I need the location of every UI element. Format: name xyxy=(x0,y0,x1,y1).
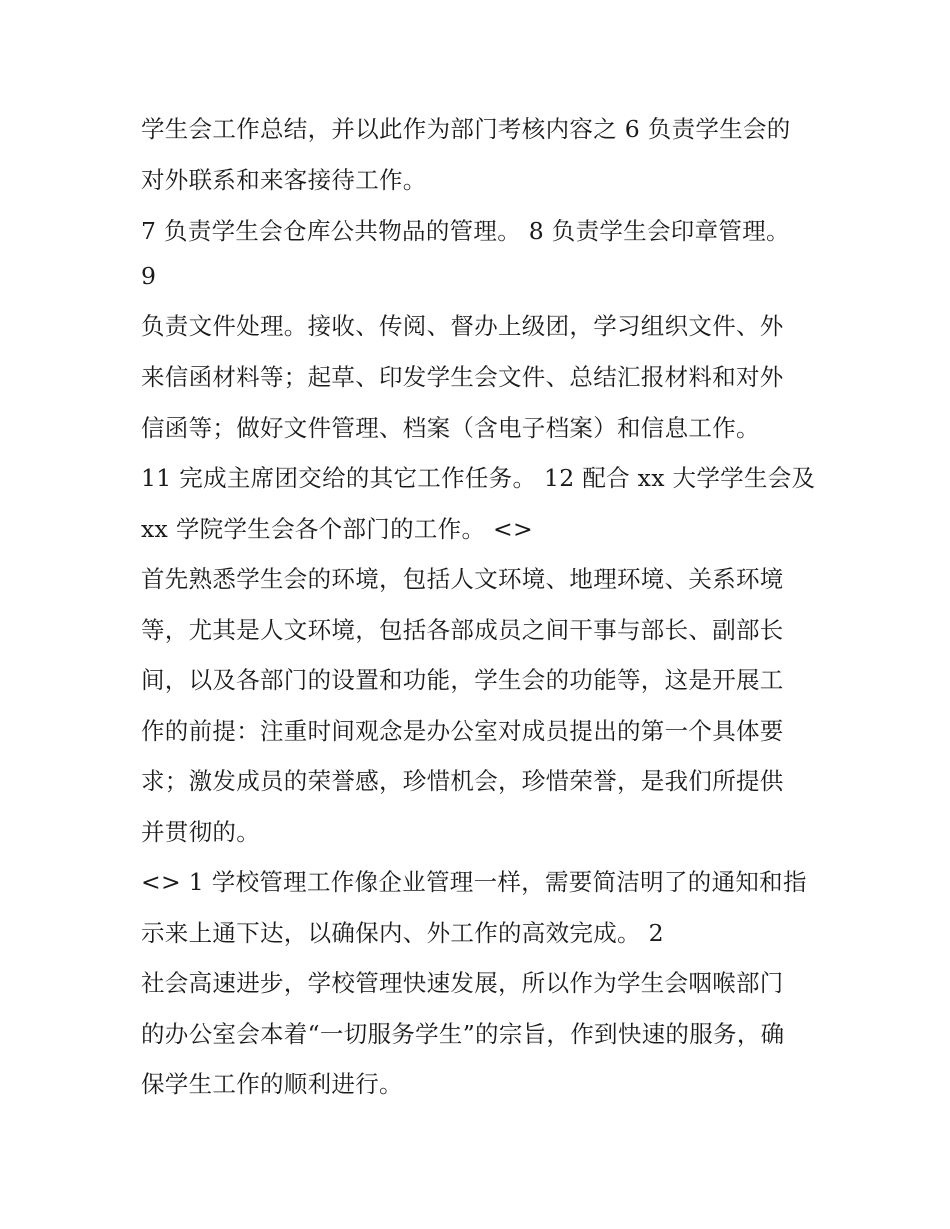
text-line: 并贯彻的。 xyxy=(141,818,260,846)
text-line: 间，以及各部门的设置和功能，学生会的功能等，这是开展工 xyxy=(141,666,784,694)
text-line: 对外联系和来客接待工作。 xyxy=(141,166,427,194)
text-line: 11 完成主席团交给的其它工作任务。 12 配合 xx 大学学生会及 xyxy=(141,464,816,492)
text-line: 首先熟悉学生会的环境，包括人文环境、地理环境、关系环境 xyxy=(141,565,784,593)
text-line: 作的前提：注重时间观念是办公室对成员提出的第一个具体要 xyxy=(141,717,784,745)
text-line: 信函等；做好文件管理、档案（含电子档案）和信息工作。 xyxy=(141,414,760,442)
text-line: 社会高速进步，学校管理快速发展，所以作为学生会咽喉部门 xyxy=(141,969,784,997)
text-line: <> 1 学校管理工作像企业管理一样，需要简洁明了的通知和指 xyxy=(141,868,807,896)
text-line: 求；激发成员的荣誉感，珍惜机会，珍惜荣誉，是我们所提供 xyxy=(141,767,784,795)
text-line: 示来上通下达，以确保内、外工作的高效完成。 2 xyxy=(141,919,664,947)
text-line: 等，尤其是人文环境，包括各部成员之间干事与部长、副部长 xyxy=(141,616,784,644)
text-line: 负责文件处理。接收、传阅、督办上级团，学习组织文件、外 xyxy=(141,312,784,340)
text-line: 保学生工作的顺利进行。 xyxy=(141,1070,403,1098)
text-line: 学生会工作总结，并以此作为部门考核内容之 6 负责学生会的 xyxy=(141,115,791,143)
text-line: 来信函材料等；起草、印发学生会文件、总结汇报材料和对外 xyxy=(141,363,784,391)
text-line: 9 xyxy=(141,262,157,290)
text-line: xx 学院学生会各个部门的工作。 <> xyxy=(141,515,534,543)
text-line: 7 负责学生会仓库公共物品的管理。 8 负责学生会印章管理。 xyxy=(141,217,790,245)
text-line: 的办公室会本着“一切服务学生”的宗旨，作到快速的服务，确 xyxy=(141,1020,785,1048)
